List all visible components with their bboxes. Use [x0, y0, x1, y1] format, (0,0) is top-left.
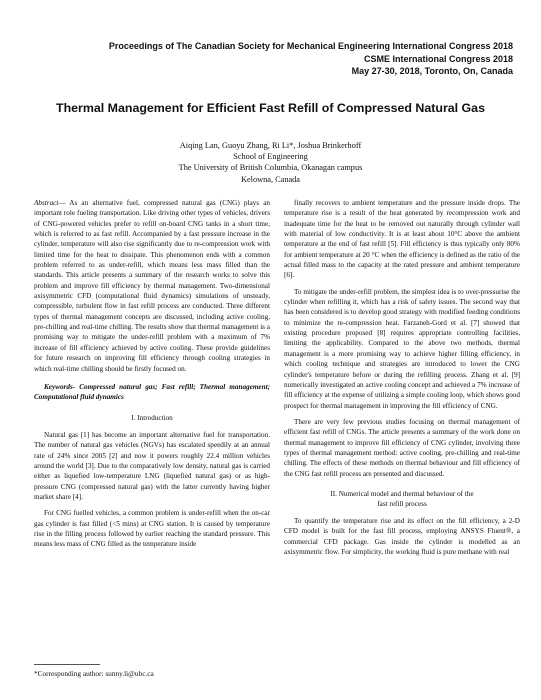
- abstract-text: — As an alternative fuel, compressed natural gas (CNG) plays an important role fueling transportation. Like driving other types of vehicles, drivers of CNG-powered vehicles prefer to refill on-board CNG tanks in a short time, which is referred to as fast refill. Accompanied by a fast pressure increase in the cylinder, temperature will also rise significantly due to re-compression work with limited time for the heat to dissipate. This phenomenon ends with a common problem referred to as under-refill, which means less mass filled than the standards. This article presents a summary of the research works to solve this problem and improve fill efficiency by thermal management. Two-dimensional axisymmetric CFD (computational fluid dynamics) simulations of unsteady, compressible, turbulent flow in fast refill process are conducted. Three different types of thermal management concepts are discussed, including active cooling, pre-chilling and real-time chilling. The results show that thermal management is a promising way to mitigate the under-refill problem with a maximum of 7% increase of fill efficiency achieved by active cooling. These provide guidelines for future research on improving fill efficiency through cooling strategies in which real-time chilling should be firstly focused on.: [34, 199, 270, 373]
- section-heading-numerical-model: [284, 489, 520, 509]
- right-paragraph-3: There are very few previous studies focusing on thermal management of efficient fast refill of CNGs. The article presents a summary of the work done on thermal management to improve fill efficiency of CNG cylinder, involving three types of thermal management method: active cooling, pre-chilling and real-time chilling. The effects of these methods on thermal behaviour and fill efficiency of the CNG fast refill process are presented and discussed.: [284, 417, 520, 478]
- footnote-rule: [34, 664, 100, 665]
- author-university: The University of British Columbia, Okanagan campus: [178, 163, 363, 173]
- paper-title: Thermal Management for Efficient Fast Refill of Compressed Natural Gas: [56, 101, 485, 115]
- section-heading-line-2: fast refill process: [377, 499, 427, 508]
- author-department: School of Engineering: [233, 152, 308, 162]
- abstract: [34, 198, 270, 374]
- intro-paragraph-2: For CNG fuelled vehicles, a common problem is under-refill when the on-car gas cylinder is fast filled (<5 mins) at CNG station. It is caused by temperature rise in the filling process followed by earlier reaching the standard pressure. This means less mass of CNG filled as the temperature inside: [34, 509, 270, 549]
- section-heading-line-1: II. Numerical model and thermal behaviour of the: [330, 489, 474, 498]
- right-paragraph-2: To mitigate the under-refill problem, the simplest idea is to over-pressurise the cylinder when refilling it, which has a risk of safety issues. The second way that has been considered is to develop good strategy with modified feeding conditions to minimize the re-compression heat. Farzaneh-Gord et al. [7] showed that existing procedure proposed [8] requires appropriate controlling facilities, limiting the applicability. Compared to the above two methods, thermal management is a more promising way to achieve higher filling efficiency, in which cooling technique and strategies are introduced to lower the CNG cylinder's temperature before or during the refilling process. Zhang et al. [9] numerically investigated an active cooling concept and achieved a 7% increase of fill efficiency at the expense of utilizing a simple cooling loop, which shows good prospect for thermal management in improving the fill efficiency of CNG.: [284, 287, 520, 410]
- proceedings-line: Proceedings of The Canadian Society for Mechanical Engineering International Congress 2018: [108, 41, 513, 51]
- proceedings-header: [53, 40, 513, 78]
- author-block: [0, 140, 541, 185]
- left-column: [34, 198, 270, 556]
- right-column: [284, 198, 520, 563]
- author-names: Aiqing Lan, Guoyu Zhang, Ri Li*, Joshua Brinkerhoff: [179, 141, 362, 150]
- author-city: Kelowna, Canada: [241, 174, 300, 184]
- right-paragraph-4: To quantify the temperature rise and its effect on the fill efficiency, a 2-D CFD model is built for the fast fill process, employing ANSYS Fluent®, a commercial CFD package. Gas inside the cylinder is modelled as an axisymmetric flow. For simplicity, the working fluid is pure methane with real: [284, 516, 520, 556]
- date-location-line: May 27-30, 2018, Toronto, On, Canada: [351, 66, 513, 77]
- intro-paragraph-1: Natural gas [1] has become an important alternative fuel for transportation. The number of natural gas vehicles (NGVs) has escalated speedily at an annual rate of 24% since 2005 [2] and now it powers roughly 22.4 million vehicles around the world [3]. Due to the comparatively low density, natural gas is carried either as liquefied low-temperature LNG (liquefied natural gas) or as high-pressure CNG (compressed natural gas) with the latter currently having higher market share [4].: [34, 430, 270, 501]
- section-heading-introduction: I. Introduction: [131, 413, 173, 422]
- right-paragraph-1: finally recovers to ambient temperature and the pressure inside drops. The temperature rise is a result of the heat generated by recompression work and inadequate time for the heat to be removed out naturally through cylinder wall with material of low conductivity. It is at least about 10°C above the ambient temperature at the end of fast refill [5]. Fill efficiency is thus typically only 80% for ambient temperature at 20 °C when the efficiency is defined as the ratio of the actual filled mass to the capacity at the rated pressure and ambient temperature [6].: [284, 199, 520, 280]
- keywords: Keywords- Compressed natural gas; Fast refill; Thermal management; Computational fluid dynamics: [34, 382, 270, 402]
- footnote: *Corresponding author: sunny.li@ubc.ca: [34, 669, 154, 678]
- abstract-heading: Abstract: [34, 199, 59, 207]
- congress-line: CSME International Congress 2018: [363, 53, 513, 64]
